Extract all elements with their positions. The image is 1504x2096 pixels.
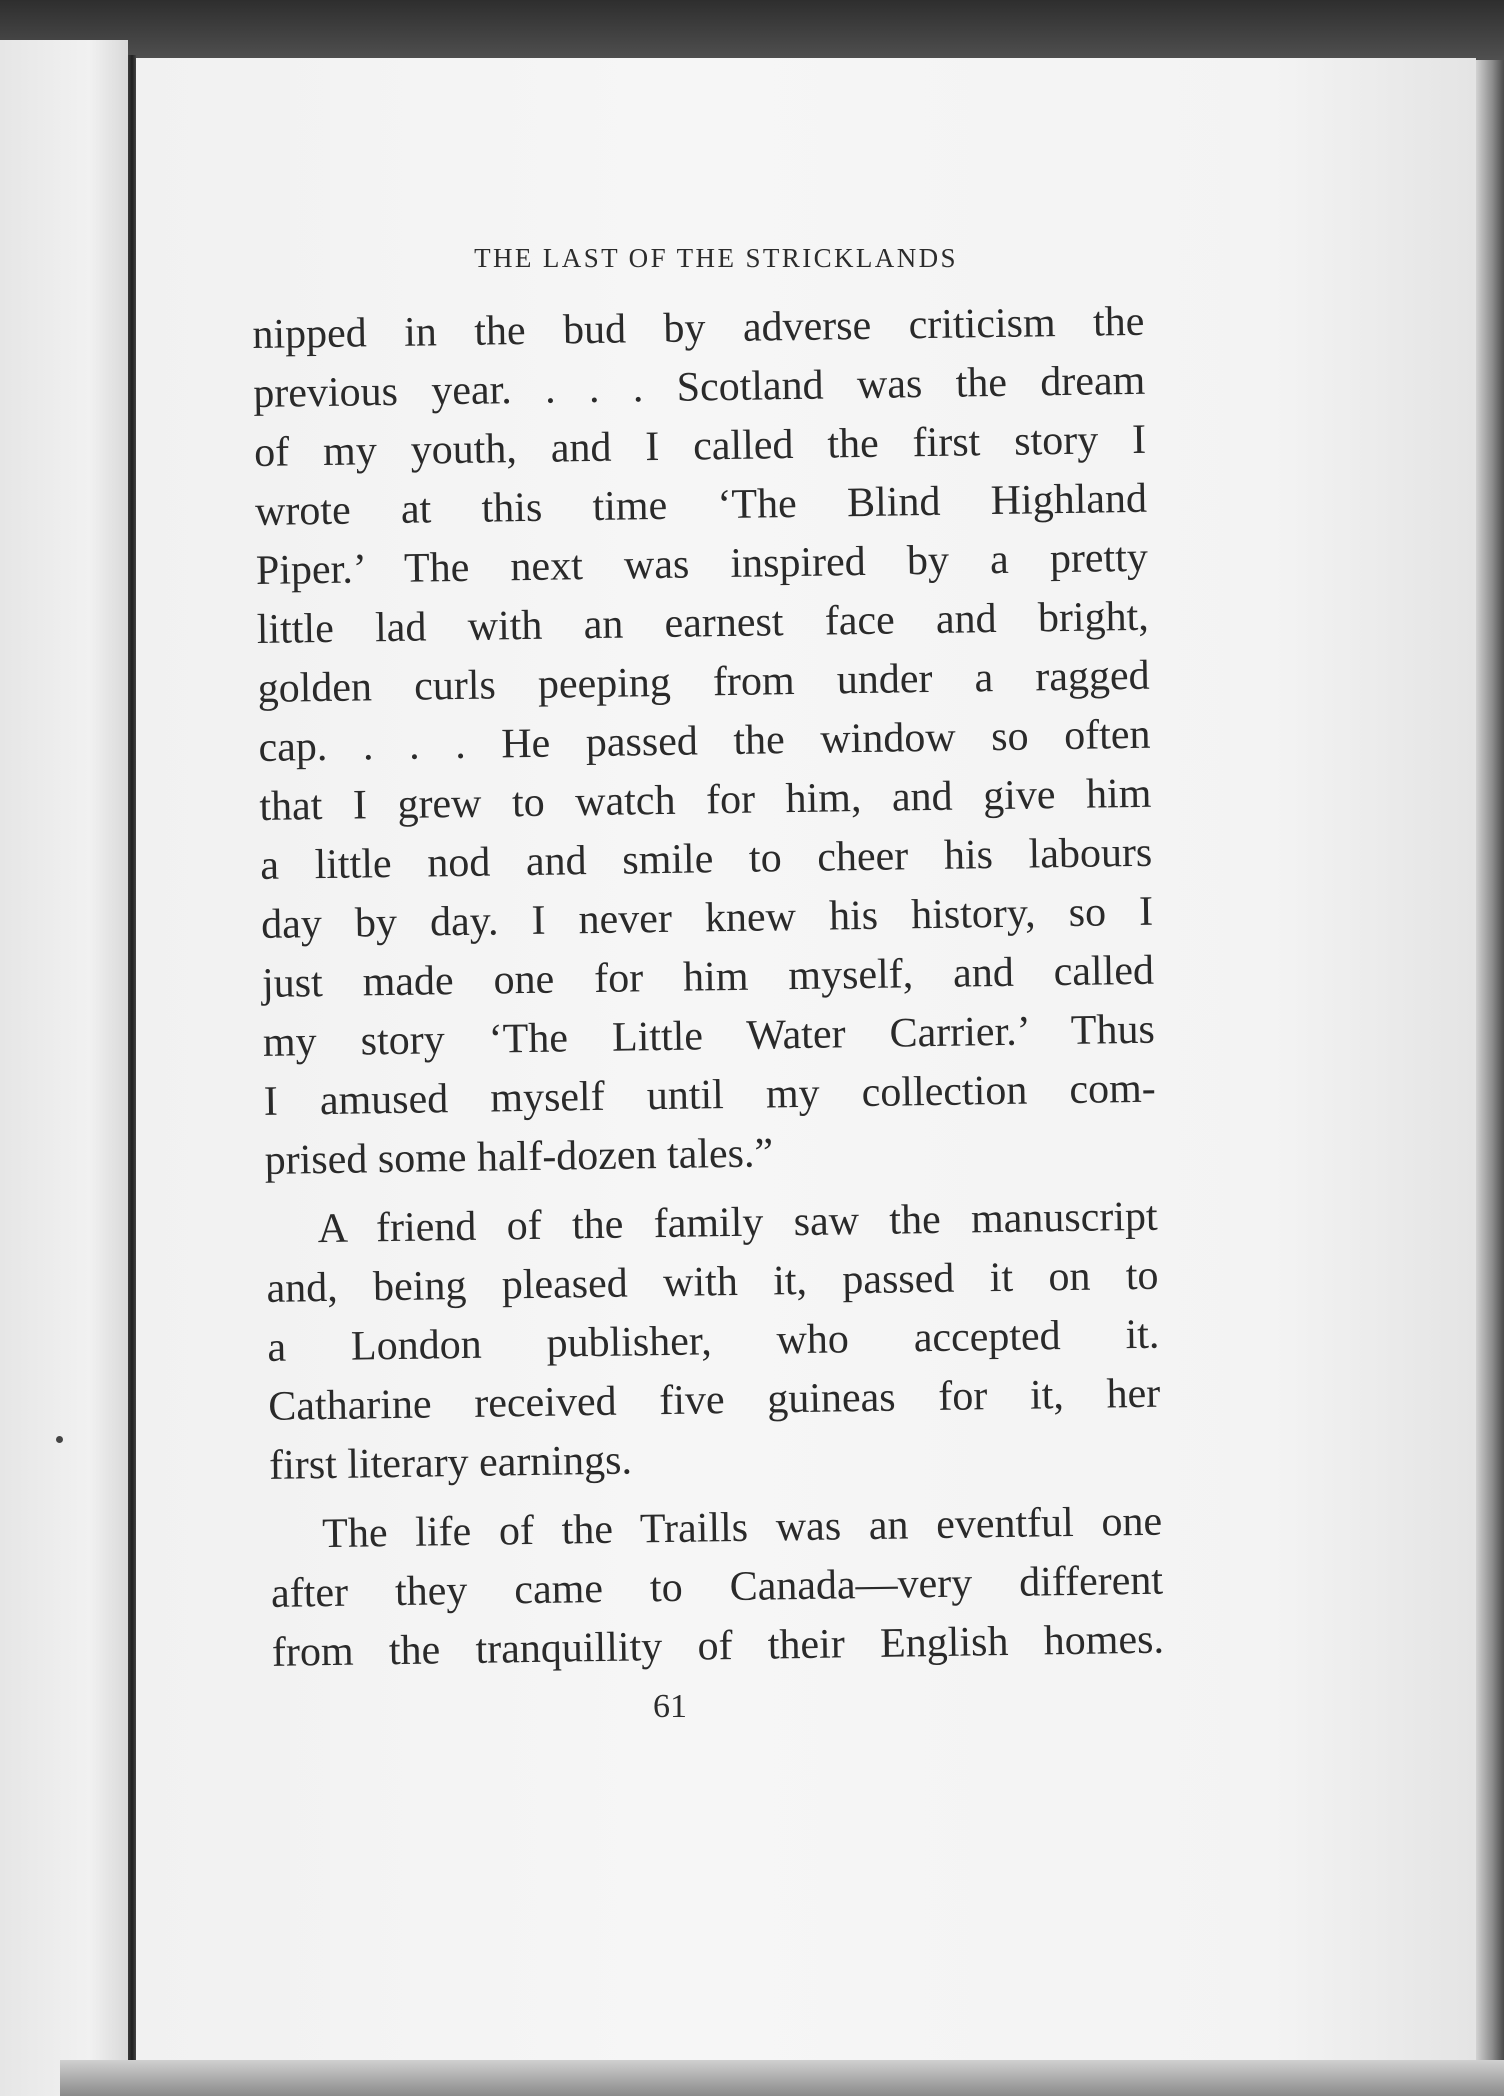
text-line: a little nod and smile to cheer his labours (259, 829, 1153, 889)
text-line: previous year. . . . Scotland was the dream (252, 357, 1146, 417)
text-line: cap. . . . He passed the window so often (258, 711, 1151, 771)
text-line: first literary earnings. (268, 1437, 633, 1489)
text-line: that I grew to watch for him, and give him (259, 770, 1152, 830)
text-line: my story ‘The Little Water Carrier.’ Thus (262, 1006, 1156, 1066)
text-line: Piper.’ The next was inspired by a pretty (255, 534, 1149, 594)
paragraph-first-line: A friend of the family saw the manuscript (317, 1193, 1158, 1253)
text-line: prised some half-dozen tales.” (264, 1130, 774, 1184)
text-line: day by day. I never knew his history, so I (260, 888, 1154, 948)
text-line: I amused myself until my collection com- (263, 1065, 1157, 1125)
text-line: golden curls peeping from under a ragged (257, 652, 1150, 712)
text-line: wrote at this time ‘The Blind Highland (254, 475, 1148, 535)
page-bottom-edge (60, 2060, 1504, 2096)
paragraph-first-line: The life of the Traills was an eventful one (321, 1498, 1163, 1558)
text-line: and, being pleased with it, passed it on to (266, 1252, 1159, 1312)
binding-mark (56, 1436, 63, 1443)
body-text (252, 293, 1164, 1683)
facing-page-edge (0, 40, 128, 2096)
text-line: from the tranquillity of their English homes. (271, 1616, 1165, 1676)
page-number: 61 (653, 1688, 687, 1725)
text-line: Catharine received five guineas for it, her (267, 1370, 1161, 1430)
text-line: a London publisher, who accepted it. (267, 1311, 1160, 1371)
text-line: nipped in the bud by adverse criticism the (252, 298, 1145, 358)
book-gutter (128, 55, 136, 2096)
page-right-edge (1476, 60, 1504, 2096)
text-line: after they came to Canada—very different (270, 1557, 1164, 1617)
text-line: of my youth, and I called the first story I (253, 416, 1147, 476)
text-line: just made one for him myself, and called (261, 947, 1155, 1007)
text-line: little lad with an earnest face and bright, (256, 593, 1150, 653)
running-head: THE LAST OF THE STRICKLANDS (474, 243, 958, 273)
